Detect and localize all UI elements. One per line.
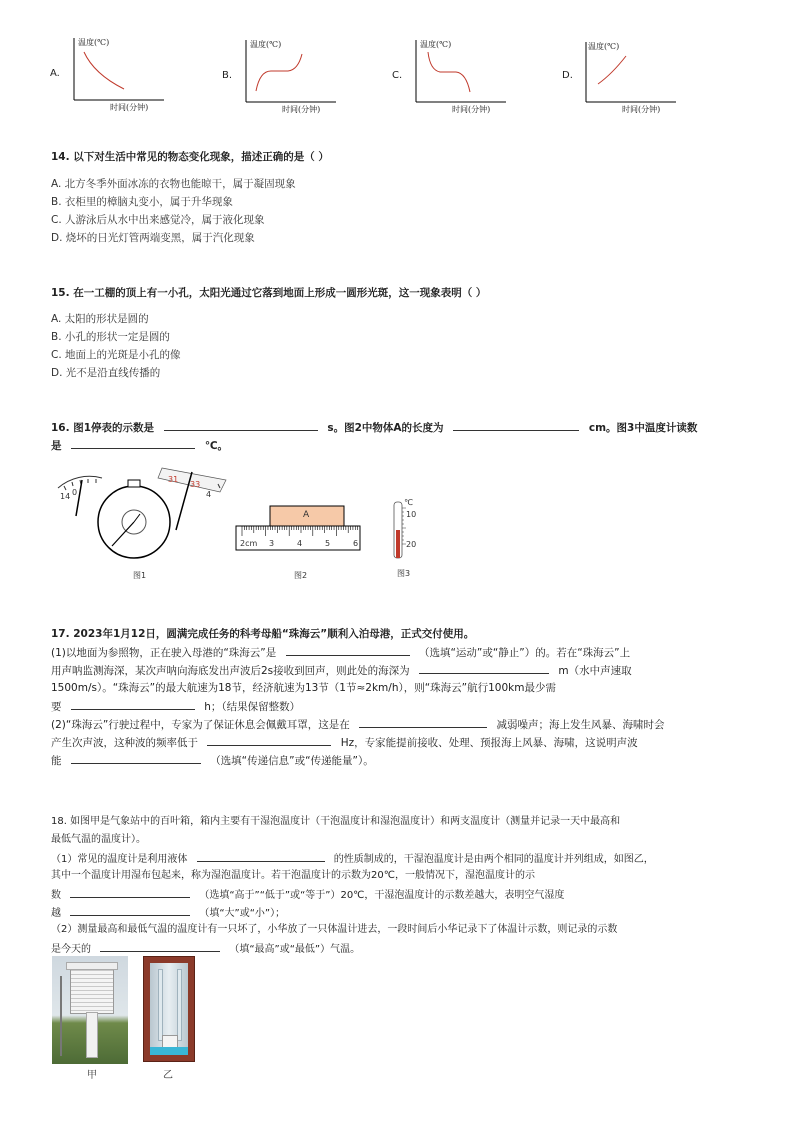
q18-blank-3[interactable] (70, 904, 190, 916)
q18-line2: 其中一个温度计用湿布包起来，称为湿泡温度计。若干泡温度计的示数为20℃，一般情况下，湿泡温度计的示 (51, 870, 535, 881)
y-axis-label: 温度(℃) (250, 40, 282, 49)
stopwatch-figure (50, 458, 230, 570)
option-label: D. (562, 70, 573, 81)
q17-text: m（水中声速取 (558, 665, 632, 677)
fig2-caption: 图2 (294, 571, 308, 580)
q15-option-b[interactable]: B. 小孔的形状一定是圆的 (51, 331, 170, 343)
x-axis-label: 时间(分钟) (452, 105, 491, 114)
q18-text: 数 (51, 890, 61, 901)
graph-option-a (50, 34, 180, 114)
q17-stem: 17. 2023年1月12日，圆满完成任务的科考母船“珠海云”顺利入泊母港，正式交付使用。 (51, 628, 475, 640)
q18-blank-2[interactable] (70, 886, 190, 898)
q17-line6 (51, 734, 638, 751)
stopwatch-scale-label-4: 4 (206, 490, 212, 499)
q14-stem: 14. 以下对生活中常见的物态变化现象，描述正确的是（ ） (51, 151, 329, 163)
q17-line7 (51, 752, 374, 769)
q17-line3: 1500m/s）。“珠海云”的最大航速为18节，经济航速为13节（1节≈2km/h），则“珠海云”航行100km最少需 (51, 682, 556, 694)
q18-text: （填“最高”或“最低”）气温。 (229, 944, 361, 955)
q16-text-5: ℃。 (204, 440, 229, 452)
stopwatch-small-dial-label-14: 14 (60, 492, 71, 501)
q16-blank-2[interactable] (453, 419, 579, 431)
q17-text: 用声呐监测海深，某次声呐向海底发出声波后2s接收到回声，则此处的海深为 (51, 665, 410, 677)
q17-text: （选填“传递信息”或“传递能量”）。 (210, 755, 374, 767)
thermometer-tube-right (177, 969, 182, 1041)
side-pole (60, 976, 62, 1056)
x-axis-label: 时间(分钟) (622, 105, 661, 114)
graph-option-c (392, 36, 522, 116)
q18-blank-1[interactable] (197, 850, 325, 862)
box-roof (66, 962, 118, 970)
thermometer-tube-left (158, 969, 163, 1041)
q14-option-d[interactable]: D. 烧坏的日光灯管两端变黑，属于汽化现象 (51, 232, 255, 244)
q17-text: 减弱噪声；海上发生风暴、海啸时会 (496, 719, 665, 731)
q16-text-1: 16. 图1停表的示数是 (51, 422, 155, 434)
q18-text: 越 (51, 908, 61, 919)
y-axis-label: 温度(℃) (78, 38, 110, 47)
thermometer-label-20: 20 (406, 540, 417, 549)
q17-text: （选填“运动”或“静止”）的。若在“珠海云”上 (418, 647, 631, 659)
q17-blank-4[interactable] (359, 716, 487, 728)
q18-text: （选填“高于”“低于”或“等于”）20℃，干湿泡温度计的示数差越大，表明空气湿度 (199, 890, 565, 901)
q17-text: (2)“珠海云”行驶过程中，专家为了保证休息会佩戴耳罩，这是在 (51, 719, 350, 731)
stopwatch-small-dial-label-0: 0 (72, 488, 78, 497)
ruler-label-2cm: 2cm (240, 539, 258, 548)
q17-text: 能 (51, 755, 62, 767)
photo-caption-yi: 乙 (163, 1070, 173, 1081)
q17-line5 (51, 716, 664, 733)
y-axis-label: 温度(℃) (588, 42, 620, 51)
q16-blank-3[interactable] (71, 437, 195, 449)
x-axis-label: 时间(分钟) (110, 103, 149, 112)
fig3-caption: 图3 (397, 569, 411, 578)
q16-text-4: 是 (51, 440, 62, 452)
q14-option-c[interactable]: C. 人游泳后从水中出来感觉冷，属于液化现象 (51, 214, 265, 226)
q16-line2 (51, 437, 228, 454)
stopwatch-scale-label-33: 33 (190, 480, 201, 489)
q17-line4 (51, 698, 300, 715)
fig1-caption: 图1 (133, 571, 147, 580)
ruler-label-3: 3 (269, 539, 275, 548)
y-axis-label: 温度(℃) (420, 40, 452, 49)
q15-option-d[interactable]: D. 光不是沿直线传播的 (51, 367, 161, 379)
q17-blank-6[interactable] (71, 752, 201, 764)
x-axis-label: 时间(分钟) (282, 105, 321, 114)
thermometer-unit: ℃ (404, 498, 413, 507)
weather-station-photo (52, 956, 128, 1064)
q18-line5: （2）测量最高和最低气温的温度计有一只坏了，小华放了一只体温计进去，一段时间后小华记录下了体温计示数，则记录的示数 (51, 924, 618, 935)
q17-text: 要 (51, 701, 62, 713)
graph-option-b (222, 36, 352, 116)
ruler-label-6: 6 (353, 539, 359, 548)
hygrometer-photo (143, 956, 195, 1062)
box-stand (86, 1012, 98, 1058)
q18-line1 (51, 850, 654, 868)
q17-line1 (51, 644, 630, 661)
option-label: B. (222, 70, 233, 81)
q14-option-a[interactable]: A. 北方冬季外面冰冻的衣物也能晾干，属于凝固现象 (51, 178, 296, 190)
base-light (150, 1047, 188, 1055)
ruler-label-5: 5 (325, 539, 331, 548)
louvered-box (70, 966, 114, 1014)
q17-blank-3[interactable] (71, 698, 195, 710)
q18-text: 的性质制成的，干湿泡温度计是由两个相同的温度计并列组成，如图乙， (333, 854, 654, 865)
q17-text: 产生次声波，这种波的频率低于 (51, 737, 198, 749)
q16-text-3: cm。图3中温度计读数 (588, 422, 698, 434)
q14-option-b[interactable]: B. 衣柜里的樟脑丸变小，属于升华现象 (51, 196, 233, 208)
q16-blank-1[interactable] (164, 419, 318, 431)
stopwatch-scale-label-31: 31 (168, 475, 179, 484)
q17-line2 (51, 662, 632, 679)
option-label: C. (392, 70, 403, 81)
q15-option-a[interactable]: A. 太阳的形状是圆的 (51, 313, 149, 325)
q17-text: Hz，专家能提前接收、处理、预报海上风暴、海啸，这说明声波 (340, 737, 638, 749)
q16-text-2: s。图2中物体A的长度为 (327, 422, 444, 434)
q15-stem: 15. 在一工棚的顶上有一小孔，太阳光通过它落到地面上形成一圆形光斑，这一现象表明（ ） (51, 287, 487, 299)
q18-line3 (51, 886, 564, 904)
q17-blank-2[interactable] (419, 662, 549, 674)
ruler-label-4: 4 (297, 539, 303, 548)
q17-blank-5[interactable] (207, 734, 331, 746)
thermometer-figure (388, 500, 412, 560)
q17-text: (1)以地面为参照物，正在驶入母港的“珠海云”是 (51, 647, 277, 659)
q17-blank-1[interactable] (286, 644, 410, 656)
q18-text: （填“大”或“小”）； (199, 908, 286, 919)
q18-text: （1）常见的温度计是利用液体 (51, 854, 188, 865)
q18-blank-4[interactable] (100, 940, 220, 952)
q18-stem-2: 最低气温的温度计）。 (51, 834, 146, 845)
graph-option-d (562, 38, 692, 118)
q18-stem-1: 18. 如图甲是气象站中的百叶箱，箱内主要有干湿泡温度计（干泡温度计和湿泡温度计）和两支温度计（测量并记录一天中最高和 (51, 816, 621, 827)
block-a-label: A (303, 510, 310, 520)
photo-caption-jia: 甲 (87, 1070, 97, 1081)
q18-text: 是今天的 (51, 944, 91, 955)
thermometer-label-10: 10 (406, 510, 417, 519)
q16-line1 (51, 419, 697, 436)
q15-option-c[interactable]: C. 地面上的光斑是小孔的像 (51, 349, 181, 361)
option-label: A. (50, 68, 60, 79)
q17-text: h；（结果保留整数） (204, 701, 301, 713)
q18-line4 (51, 904, 285, 922)
